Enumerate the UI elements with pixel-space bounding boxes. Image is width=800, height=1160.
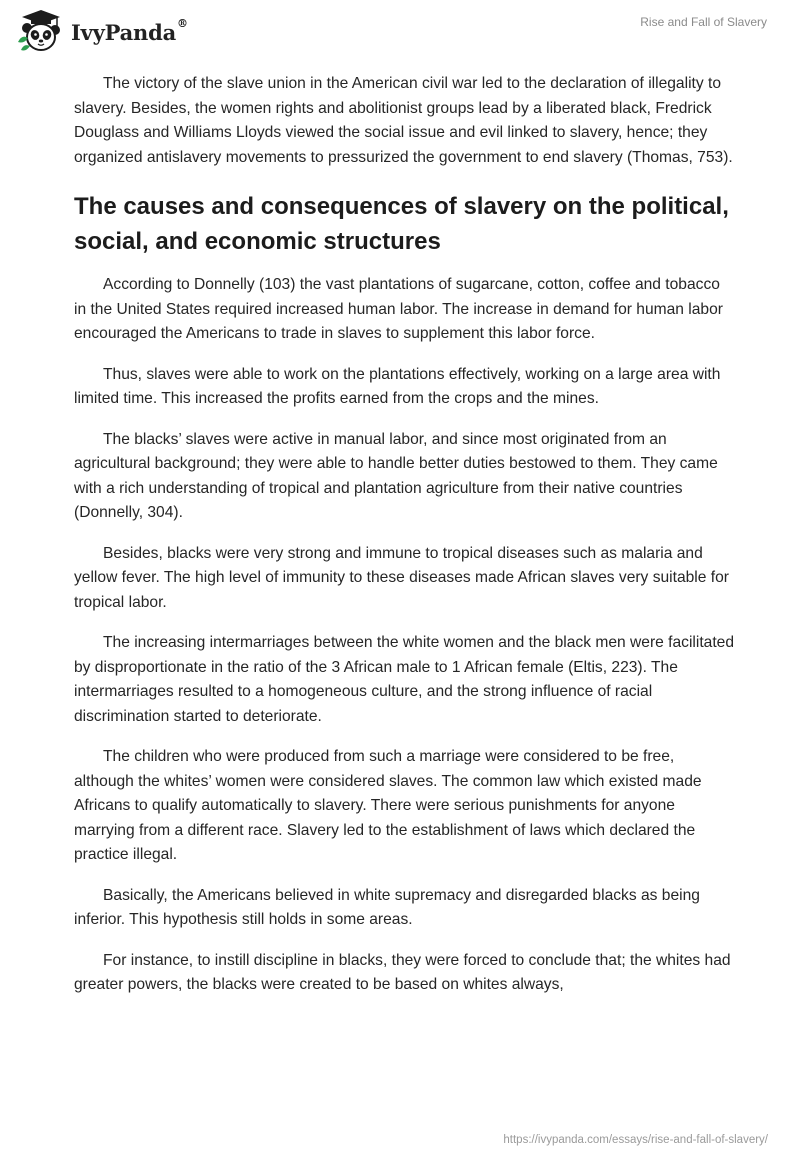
paragraph: The increasing intermarriages between the white women and the black men were facilitated by disproportionate in the ratio of the 3 African male to 1 African female (Eltis, 223). The intermarriages resulted to a homogeneous culture, and the strong influence of racial discrimination started to deteriorate.	[74, 634, 735, 725]
paragraph: The children who were produced from such a marriage were considered to be free, although the whites’ women were considered slaves. The common law which existed made Africans to qualify automatically to slavery. There were serious punishments for anyone marrying from a different race. Slavery led to the establishment of laws which declared the practice illegal.	[74, 748, 702, 863]
brand-logo[interactable]	[16, 8, 188, 54]
paragraph: For instance, to instill discipline in blacks, they were forced to conclude that; the whites had greater powers, the blacks were created to be based on whites always,	[74, 951, 731, 993]
document-title: Rise and Fall of Slavery	[640, 15, 767, 29]
paragraph: Basically, the Americans believed in white supremacy and disregarded blacks as being inferior. This hypothesis still holds in some areas.	[74, 886, 700, 928]
footer-url[interactable]: https://ivypanda.com/essays/rise-and-fall-of-slavery/	[503, 1134, 768, 1146]
paragraph: The blacks’ slaves were active in manual labor, and since most originated from an agricultural background; they were able to handle better duties bestowed to them. They came with a rich understanding of tropical and plantation agriculture from their native countries (Donnelly, 304).	[74, 430, 718, 521]
essay-body	[74, 72, 734, 1014]
paragraph: According to Donnelly (103) the vast plantations of sugarcane, cotton, coffee and tobacco in the United States required increased human labor. The increase in demand for human labor encouraged the Americans to trade in slaves to supplement this labor force.	[74, 276, 723, 342]
registered-mark: ®	[177, 16, 188, 30]
page-header	[0, 0, 800, 60]
brand-name: IvyPanda®	[71, 16, 188, 45]
paragraph: Besides, blacks were very strong and immune to tropical diseases such as malaria and yellow fever. The high level of immunity to these diseases made African slaves very suitable for tropical labor.	[74, 544, 729, 611]
section-heading: The causes and consequences of slavery on the political, social, and economic structures	[74, 193, 729, 255]
paragraph: The victory of the slave union in the American civil war led to the declaration of illegality to slavery. Besides, the women rights and abolitionist groups lead by a liberated black, Fredrick Douglass and Williams Lloyds viewed the social issue and evil linked to slavery, hence; they organized antislavery movements to pressurized the government to end slavery (Thomas, 753).	[74, 75, 733, 166]
panda-graduate-icon	[16, 8, 66, 54]
paragraph: Thus, slaves were able to work on the plantations effectively, working on a large area with limited time. This increased the profits earned from the crops and the mines.	[74, 365, 721, 407]
